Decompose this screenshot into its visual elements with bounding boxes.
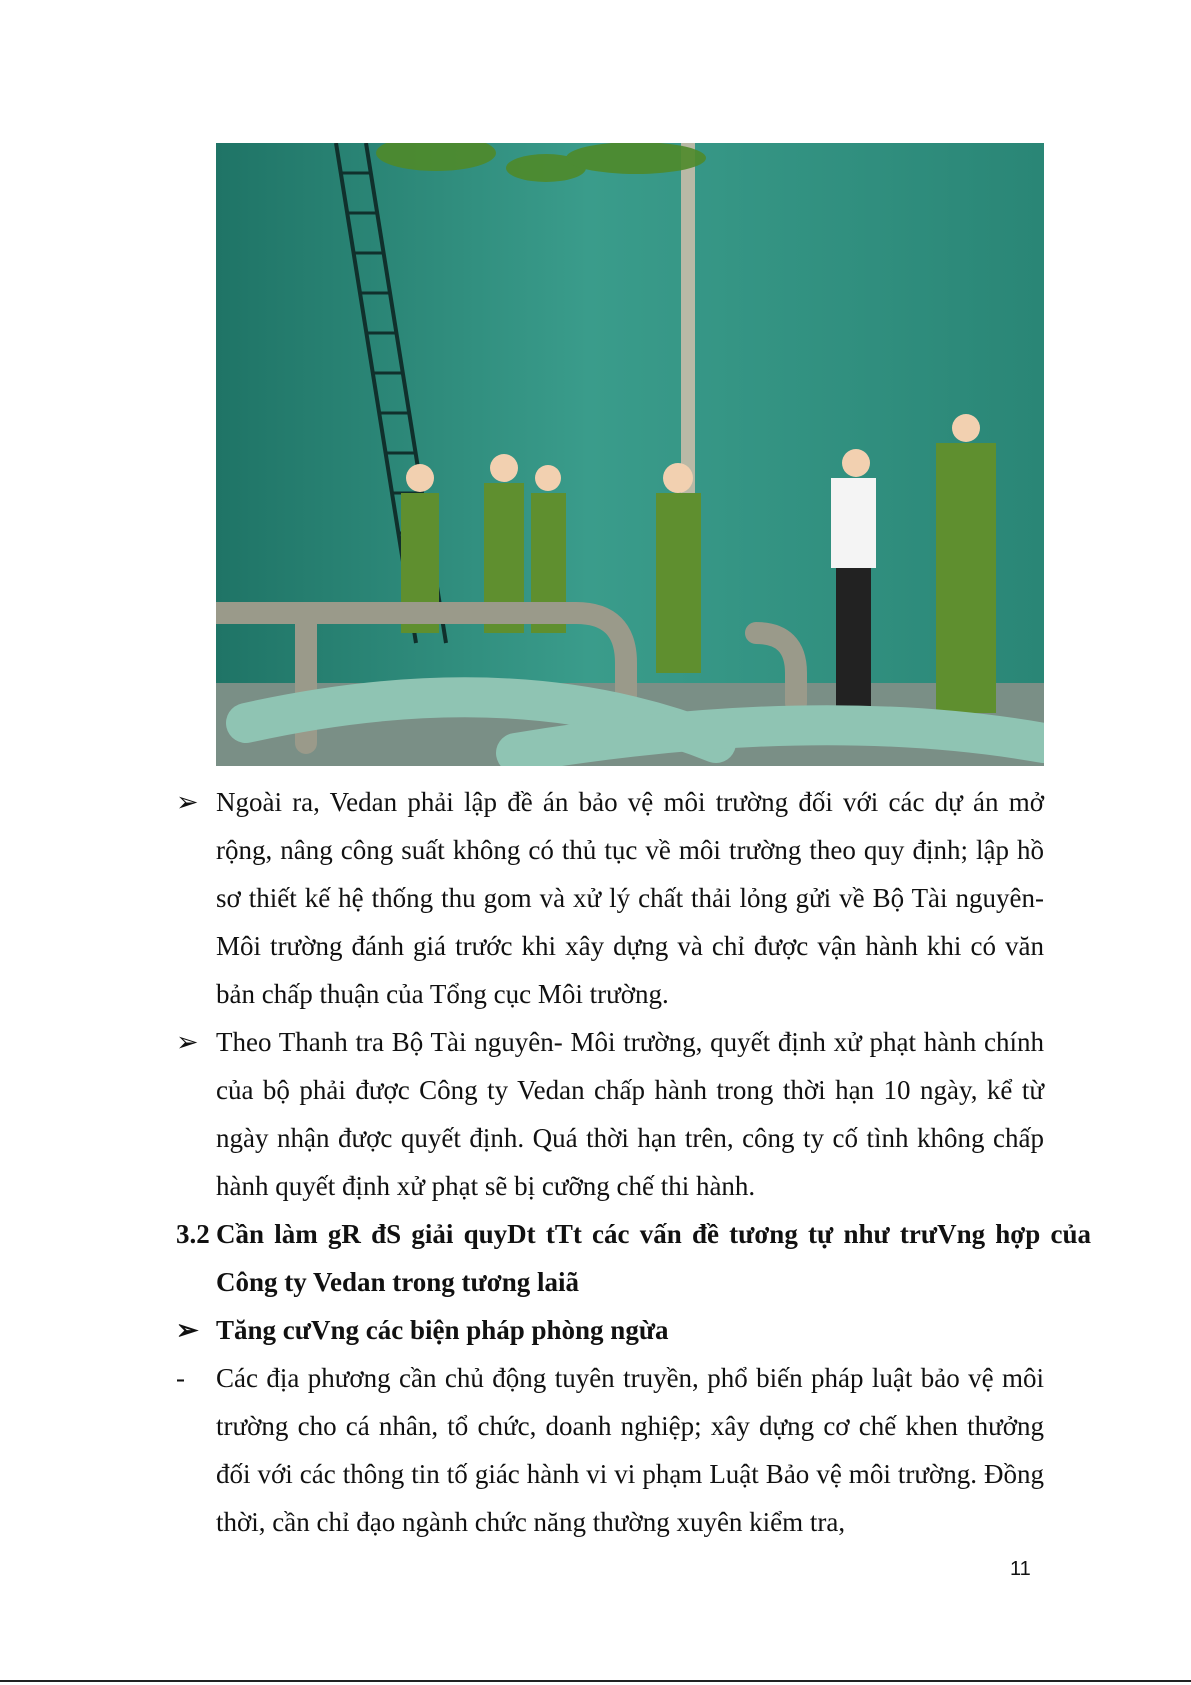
paragraph-text: Ngoài ra, Vedan phải lập đề án bảo vệ môi trường đối với các dự án mở rộng, nâng công suất không có thủ tục về môi trường theo quy định; lập hồ sơ thiết kế hệ thống thu gom và xử lý chất thải lỏng gửi về Bộ Tài nguyên- Môi trường đánh giá trước khi xây dựng và chỉ được vận hành khi có văn bản chấp thuận của Tổng cục Môi trường.	[216, 787, 1044, 1009]
arrow-bullet-icon: ➢	[176, 1027, 199, 1057]
section-heading	[176, 1210, 1091, 1306]
section-title: Cần làm gR đS giải quyDt tTt các vấn đề tương tự như trưVng hợp của Công ty Vedan trong tương laiã	[216, 1219, 1091, 1297]
page-number: 11	[1010, 1558, 1031, 1580]
dash-bullet: -	[176, 1363, 185, 1393]
subheading	[176, 1306, 1044, 1354]
paragraph-text: Theo Thanh tra Bộ Tài nguyên- Môi trường, quyết định xử phạt hành chính của bộ phải được Công ty Vedan chấp hành trong thời hạn 10 ngày, kể từ ngày nhận được quyết định. Quá thời hạn trên, công ty cố tình không chấp hành quyết định xử phạt sẽ bị cưỡng chế thi hành.	[216, 1027, 1044, 1201]
photo-police-inspection-icon	[216, 143, 1044, 766]
inspection-photo	[216, 143, 1044, 766]
subheading-text: Tăng cưVng các biện pháp phòng ngừa	[216, 1315, 669, 1345]
footer-divider	[0, 1680, 1191, 1682]
bullet-paragraph-2	[176, 1018, 1044, 1210]
dash-paragraph	[176, 1354, 1044, 1546]
paragraph-text: Các địa phương cần chủ động tuyên truyền, phổ biến pháp luật bảo vệ môi trường cho cá nhân, tổ chức, doanh nghiệp; xây dựng cơ chế khen thưởng đối với các thông tin tố giác hành vi vi phạm Luật Bảo vệ môi trường. Đồng thời, cần chỉ đạo ngành chức năng thường xuyên kiểm tra,	[216, 1363, 1044, 1537]
arrow-bullet-icon: ➢	[176, 1315, 199, 1345]
bullet-paragraph-1	[176, 778, 1044, 1018]
section-number: 3.2	[176, 1219, 210, 1249]
arrow-bullet-icon: ➢	[176, 787, 199, 817]
